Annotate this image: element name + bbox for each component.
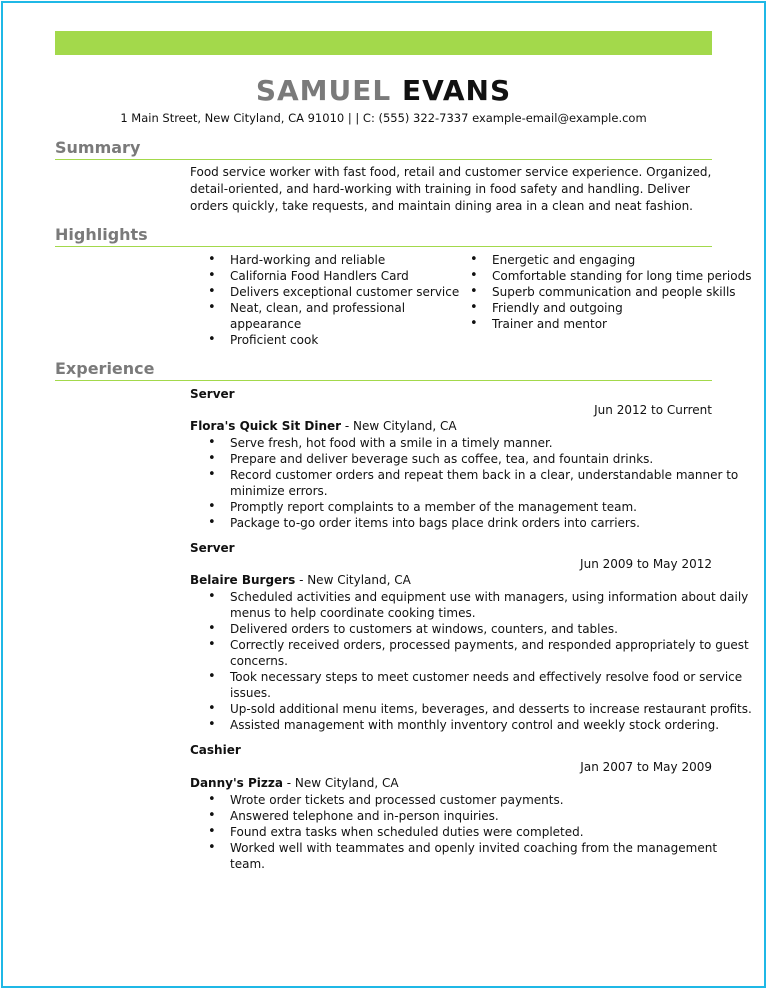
list-item: • Hard-working and reliable bbox=[230, 252, 460, 268]
list-item: • Superb communication and people skills bbox=[492, 284, 754, 300]
company-name: Flora's Quick Sit Diner bbox=[190, 419, 342, 433]
experience-heading: Experience bbox=[55, 359, 155, 378]
company-location: - New Cityland, CA bbox=[295, 573, 411, 587]
company-name: Danny's Pizza bbox=[190, 776, 283, 790]
list-item: • Worked well with teammates and openly invited coaching from the management team. bbox=[230, 840, 752, 872]
summary-divider bbox=[55, 159, 712, 160]
first-name: SAMUEL bbox=[255, 74, 392, 107]
job-duties bbox=[190, 589, 752, 733]
list-item: • Trainer and mentor bbox=[492, 316, 754, 332]
list-item: • Scheduled activities and equipment use with managers, using information about daily menus to help coordinate cooking times. bbox=[230, 589, 752, 621]
list-item: • Found extra tasks when scheduled duties were completed. bbox=[230, 824, 752, 840]
list-item: • Record customer orders and repeat them back in a clear, understandable manner to minimize errors. bbox=[230, 467, 752, 499]
experience-divider bbox=[55, 380, 712, 381]
list-item: • Proficient cook bbox=[230, 332, 460, 348]
list-item: • Energetic and engaging bbox=[492, 252, 754, 268]
summary-heading: Summary bbox=[55, 138, 141, 157]
highlights-left-list bbox=[192, 252, 460, 348]
list-item: • California Food Handlers Card bbox=[230, 268, 460, 284]
summary-text: Food service worker with fast food, retail and customer service experience. Organized, detail-oriented, and hard-working with training in food safety and handling. Deliver orders quickly, take requests, and maintain dining area in a clean and neat fashion. bbox=[190, 165, 712, 213]
job-employer bbox=[190, 419, 457, 433]
list-item: • Neat, clean, and professional appearance bbox=[230, 300, 460, 332]
list-item: • Took necessary steps to meet customer needs and effectively resolve food or service issues. bbox=[230, 669, 752, 701]
list-item: • Up-sold additional menu items, beverages, and desserts to increase restaurant profits. bbox=[230, 701, 752, 717]
company-location: - New Cityland, CA bbox=[341, 419, 457, 433]
list-item: • Correctly received orders, processed payments, and responded appropriately to guest concerns. bbox=[230, 637, 752, 669]
list-item: • Answered telephone and in-person inquiries. bbox=[230, 808, 752, 824]
job-dates: Jun 2012 to Current bbox=[594, 403, 712, 417]
candidate-name bbox=[0, 74, 767, 108]
last-name: EVANS bbox=[401, 74, 512, 107]
header-accent-bar bbox=[55, 31, 712, 55]
highlights-divider bbox=[55, 246, 712, 247]
list-item: • Delivered orders to customers at windows, counters, and tables. bbox=[230, 621, 752, 637]
list-item: • Package to-go order items into bags place drink orders into carriers. bbox=[230, 515, 752, 531]
company-name: Belaire Burgers bbox=[190, 573, 296, 587]
job-dates: Jun 2009 to May 2012 bbox=[580, 557, 712, 571]
job-duties bbox=[190, 435, 752, 531]
list-item: • Comfortable standing for long time periods bbox=[492, 268, 754, 284]
job-employer bbox=[190, 573, 411, 587]
contact-line: 1 Main Street, New Cityland, CA 91010 | | C: (555) 322-7337 example-email@example.com bbox=[120, 111, 647, 125]
list-item: • Delivers exceptional customer service bbox=[230, 284, 460, 300]
job-title: Cashier bbox=[190, 743, 241, 757]
list-item: • Serve fresh, hot food with a smile in a timely manner. bbox=[230, 435, 752, 451]
job-dates: Jan 2007 to May 2009 bbox=[580, 760, 712, 774]
job-employer bbox=[190, 776, 399, 790]
list-item: • Promptly report complaints to a member of the management team. bbox=[230, 499, 752, 515]
job-title: Server bbox=[190, 387, 235, 401]
list-item: • Friendly and outgoing bbox=[492, 300, 754, 316]
list-item: • Wrote order tickets and processed customer payments. bbox=[230, 792, 752, 808]
list-item: • Assisted management with monthly inventory control and weekly stock ordering. bbox=[230, 717, 752, 733]
highlights-heading: Highlights bbox=[55, 225, 148, 244]
list-item: • Prepare and deliver beverage such as coffee, tea, and fountain drinks. bbox=[230, 451, 752, 467]
job-duties bbox=[190, 792, 752, 872]
job-title: Server bbox=[190, 541, 235, 555]
company-location: - New Cityland, CA bbox=[282, 776, 399, 790]
highlights-right-list bbox=[454, 252, 754, 332]
